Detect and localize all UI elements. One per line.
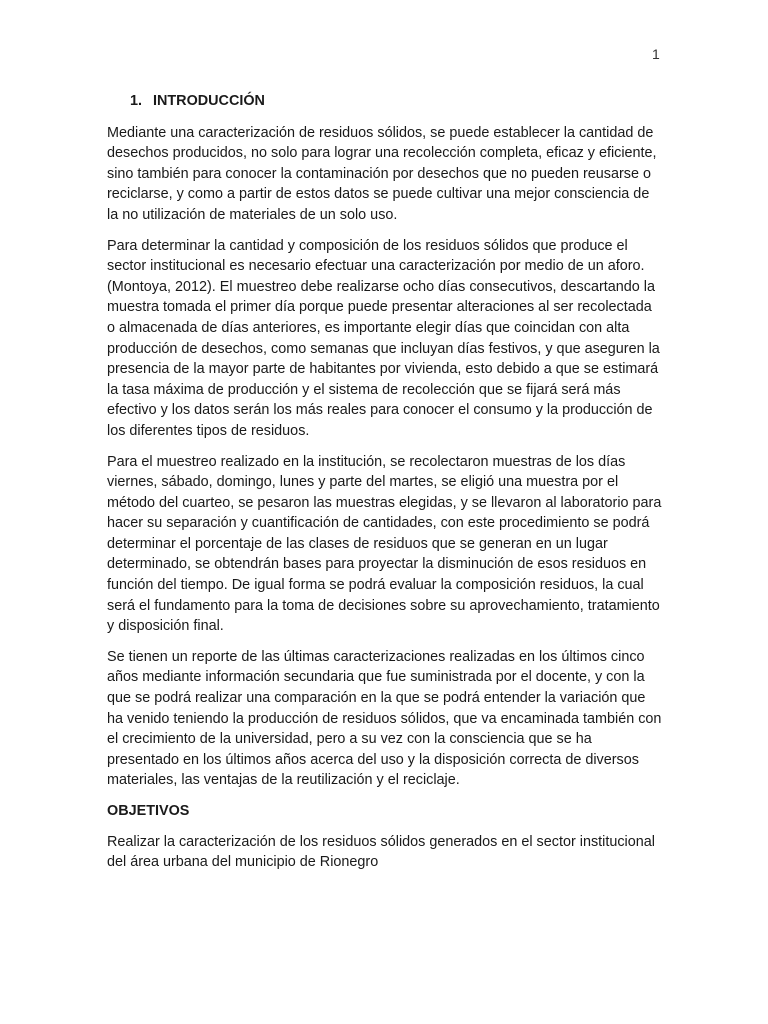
section-title: INTRODUCCIÓN xyxy=(153,93,265,109)
intro-paragraph-4: Se tienen un reporte de las últimas caracterizaciones realizadas en los últimos cinco años mediante información secundaria que fue suministrada por el docente, y con la que se podrá realizar una comparación en la que se podrá entender la variación que ha venido teniendo la producción de residuos sólidos, que va encaminada también con el crecimiento de la universidad, pero a su vez con la consciencia que se ha presentado en los últimos años acerca del uso y la disposición correcta de diversos materiales, las ventajas de la reutilización y el reciclaje. xyxy=(107,648,662,789)
document-body xyxy=(107,91,663,883)
objetivos-paragraph: Realizar la caracterización de los residuos sólidos generados en el sector institucional del área urbana del municipio de Rionegro xyxy=(107,833,655,871)
section-heading-objetivos: OBJETIVOS xyxy=(107,803,190,819)
page-number: 1 xyxy=(652,46,660,62)
intro-paragraph-1: Mediante una caracterización de residuos sólidos, se puede establecer la cantidad de desechos producidos, no solo para lograr una recolección completa, eficaz y eficiente, sino también para conocer la contaminación por desechos que no pueden reusarse o reciclarse, y como a partir de estos datos se puede cultivar una mejor consciencia de la no utilización de materiales de un solo uso. xyxy=(107,124,657,223)
intro-paragraph-2: Para determinar la cantidad y composición de los residuos sólidos que produce el sector institucional es necesario efectuar una caracterización por medio de un aforo. (Montoya, 2012). El muestreo debe realizarse ocho días consecutivos, descartando la muestra tomada el primer día porque puede presentar alteraciones al ser recolectada o almacenada de días anteriores, es importante elegir días que coincidan con alta producción de desechos, como semanas que incluyan días festivos, y que aseguren la presencia de la mayor parte de habitantes por vivienda, esto debido a que se estimará la tasa máxima de producción y el sistema de recolección que se fijará será más efectivo y los datos serán los más reales para conocer el consumo y la producción de los diferentes tipos de residuos. xyxy=(107,237,660,439)
intro-paragraph-3: Para el muestreo realizado en la institución, se recolectaron muestras de los días viernes, sábado, domingo, lunes y parte del martes, se eligió una muestra por el método del cuarteo, se pesaron las muestras elegidas, y se llevaron al laboratorio para hacer su separación y cuantificación de cantidades, con este procedimiento se podrá determinar el porcentaje de las clases de residuos que se generan en un lugar determinado, se obtendrán bases para proyectar la disminución de esos residuos en función del tiempo. De igual forma se podrá evaluar la composición residuos, la cual será el fundamento para la toma de decisiones sobre su aprovechamiento, tratamiento y disposición final. xyxy=(107,453,662,635)
section-heading-introduccion xyxy=(130,91,663,112)
section-number: 1. xyxy=(130,93,143,109)
